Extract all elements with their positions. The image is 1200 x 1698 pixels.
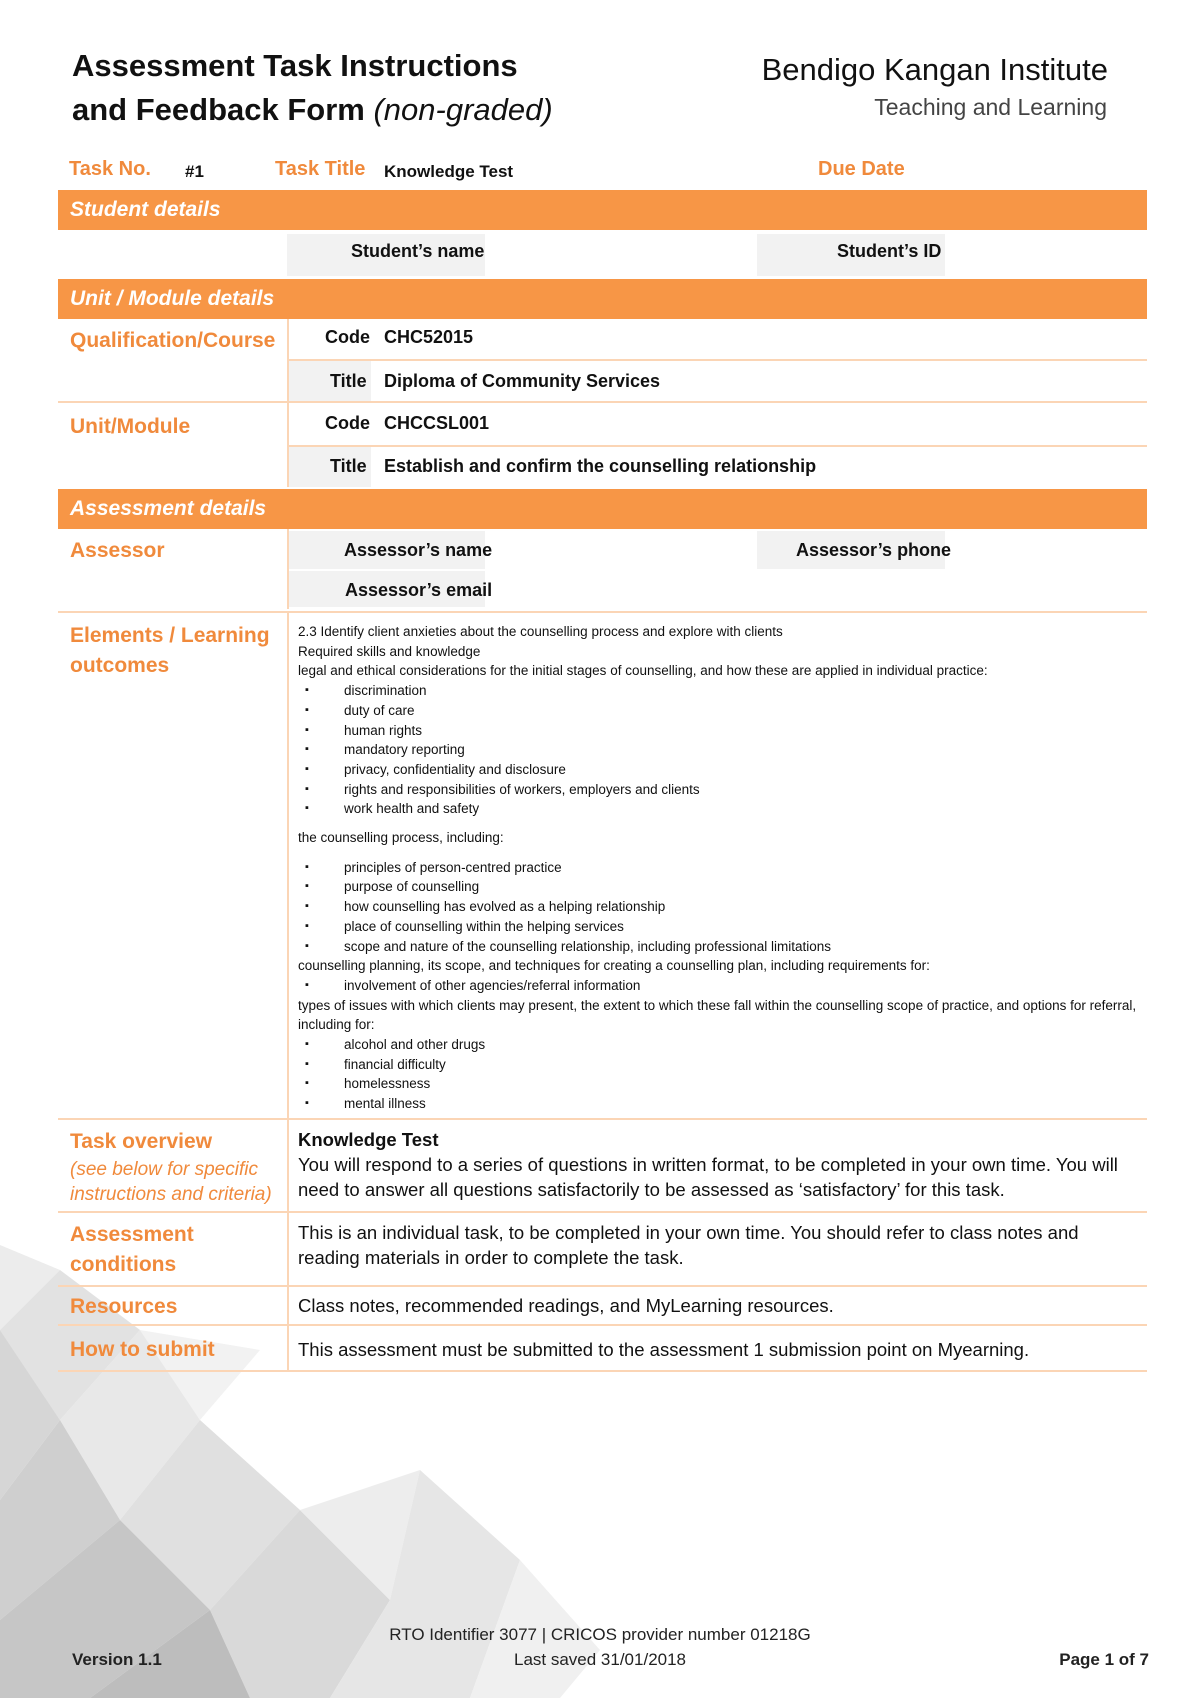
list-item: ▪ involvement of other agencies/referral information [298, 976, 1138, 996]
student-id-label: Student’s ID [837, 241, 942, 261]
list-item: ▪ privacy, confidentiality and disclosure [298, 760, 1138, 780]
list-item: ▪ rights and responsibilities of workers, employers and clients [298, 780, 1138, 800]
footer-last-saved: Last saved 31/01/2018 [513, 1650, 687, 1669]
assessment-conditions-text: This is an individual task, to be completed in your own time. You should refer to class notes and reading materials in order to complete the task. [298, 1222, 1079, 1268]
title-line-1: Assessment Task Instructions [72, 48, 518, 83]
list-item: ▪ purpose of counselling [298, 877, 1138, 897]
unit-details-header: Unit / Module details [58, 279, 1147, 319]
assessor-email-label: Assessor’s email [345, 580, 493, 600]
title-suffix: (non-graded) [373, 92, 553, 127]
list-item: ▪ alcohol and other drugs [298, 1035, 1138, 1055]
list-item: ▪ mental illness [298, 1094, 1138, 1114]
skills-heading: Required skills and knowledge [298, 643, 481, 659]
element-2-3: 2.3 Identify client anxieties about the counselling process and explore with clients [298, 624, 783, 639]
assessment-conditions-label: Assessment conditions [70, 1223, 194, 1276]
list-item: ▪ place of counselling within the helping services [298, 917, 1138, 937]
task-overview-note: (see below for specific instructions and criteria) [70, 1159, 272, 1205]
list-item: ▪ how counselling has evolved as a helping relationship [298, 897, 1138, 917]
counselling-process-list [298, 858, 1138, 957]
task-no-label: Task No. [69, 158, 151, 180]
task-overview-label: Task overview (see below for specific instructions and criteria) [70, 1127, 280, 1207]
student-details-header: Student details [58, 190, 1147, 230]
unit-module-label: Unit/Module [70, 415, 191, 438]
how-to-submit-label: How to submit [70, 1338, 215, 1361]
qual-title-label: Title [330, 371, 367, 391]
elements-content: 2.3 Identify client anxieties about the counselling process and explore with clients Required skills and knowledge legal and ethical considerations for the initial stages of counselling, and how these are applied in individual practice: ▪ discrimination ▪ duty of care ▪ human rights ▪ mandatory reporting ▪ privacy, confidentiality and disclosure ▪ rights and responsibilities of workers, employers and clients ▪ work health and safety the counselling process, including: ▪ principles of person-centred practice ▪ purpose of counselling ▪ how counselling has evolved as a helping relationship ▪ place of counselling within the helping services ▪ scope and nature of the counselling relationship, including professional limitations counselling planning, its scope, and techniques for creating a counselling plan, including requirements for: ▪ involvement of other agencies/referral information types of issues with which clients may present, the extent to which these fall within the counselling scope of practice, and options for referral, including for: ▪ alcohol and other drugs ▪ financial difficulty ▪ homelessness ▪ mental illness [298, 622, 1138, 1114]
issues-list [298, 1035, 1138, 1114]
assessor-email-field[interactable] [487, 571, 1145, 607]
due-date-label: Due Date [818, 158, 905, 180]
module-title-label: Title [330, 456, 367, 476]
student-name-label: Student’s name [351, 241, 485, 261]
module-title-value: Establish and confirm the counselling relationship [384, 456, 817, 476]
planning-list [298, 976, 1138, 996]
list-item: ▪ work health and safety [298, 799, 1138, 819]
task-overview-content [298, 1127, 1143, 1202]
module-code-value: CHCCSL001 [384, 413, 490, 433]
assessor-name-field[interactable] [487, 531, 755, 569]
list-item: ▪ financial difficulty [298, 1055, 1138, 1075]
assessor-label: Assessor [70, 539, 165, 562]
task-overview-text: You will respond to a series of questions in written format, to be completed in your own time. You will need to answer all questions satisfactorily to be assessed as ‘satisfactory’ for this task. [298, 1154, 1118, 1200]
footer-page-number: Page 1 of 7 [1059, 1650, 1149, 1669]
list-item: ▪ scope and nature of the counselling relationship, including professional limitations [298, 937, 1138, 957]
title-line-2: and Feedback Form [72, 92, 365, 127]
assessor-phone-label: Assessor’s phone [796, 540, 952, 560]
how-to-submit-text: This assessment must be submitted to the assessment 1 submission point on Myearning. [298, 1339, 1030, 1360]
org-name: Bendigo Kangan Institute [761, 52, 1108, 87]
qualification-label: Qualification/Course [70, 329, 276, 352]
module-code-label: Code [325, 413, 370, 433]
org-subtitle: Teaching and Learning [874, 94, 1107, 120]
footer-rto: RTO Identifier 3077 | CRICOS provider number 01218G [389, 1625, 811, 1644]
resources-text: Class notes, recommended readings, and MyLearning resources. [298, 1295, 834, 1316]
task-title-value[interactable]: Knowledge Test [384, 162, 514, 181]
elements-label: Elements / Learning outcomes [70, 624, 270, 677]
list-item: ▪ principles of person-centred practice [298, 858, 1138, 878]
assessor-name-label: Assessor’s name [344, 540, 493, 560]
qual-code-value: CHC52015 [384, 327, 474, 347]
task-overview-heading: Knowledge Test [298, 1129, 439, 1150]
footer-version: Version 1.1 [72, 1650, 162, 1669]
assessment-details-header: Assessment details [58, 489, 1147, 529]
student-id-field[interactable] [945, 234, 1145, 276]
list-item: ▪ mandatory reporting [298, 740, 1138, 760]
qual-code-label: Code [325, 327, 370, 347]
legal-ethical-list [298, 681, 1138, 819]
list-item: ▪ duty of care [298, 701, 1138, 721]
assessor-phone-field[interactable] [945, 531, 1145, 569]
resources-label: Resources [70, 1295, 178, 1318]
student-name-field[interactable] [487, 234, 757, 276]
task-title-label: Task Title [275, 158, 366, 180]
list-item: ▪ discrimination [298, 681, 1138, 701]
qual-title-value: Diploma of Community Services [384, 371, 661, 391]
task-row [58, 156, 1147, 186]
task-no-value[interactable]: #1 [185, 162, 204, 181]
list-item: ▪ homelessness [298, 1074, 1138, 1094]
list-item: ▪ human rights [298, 721, 1138, 741]
document-title [72, 44, 553, 132]
